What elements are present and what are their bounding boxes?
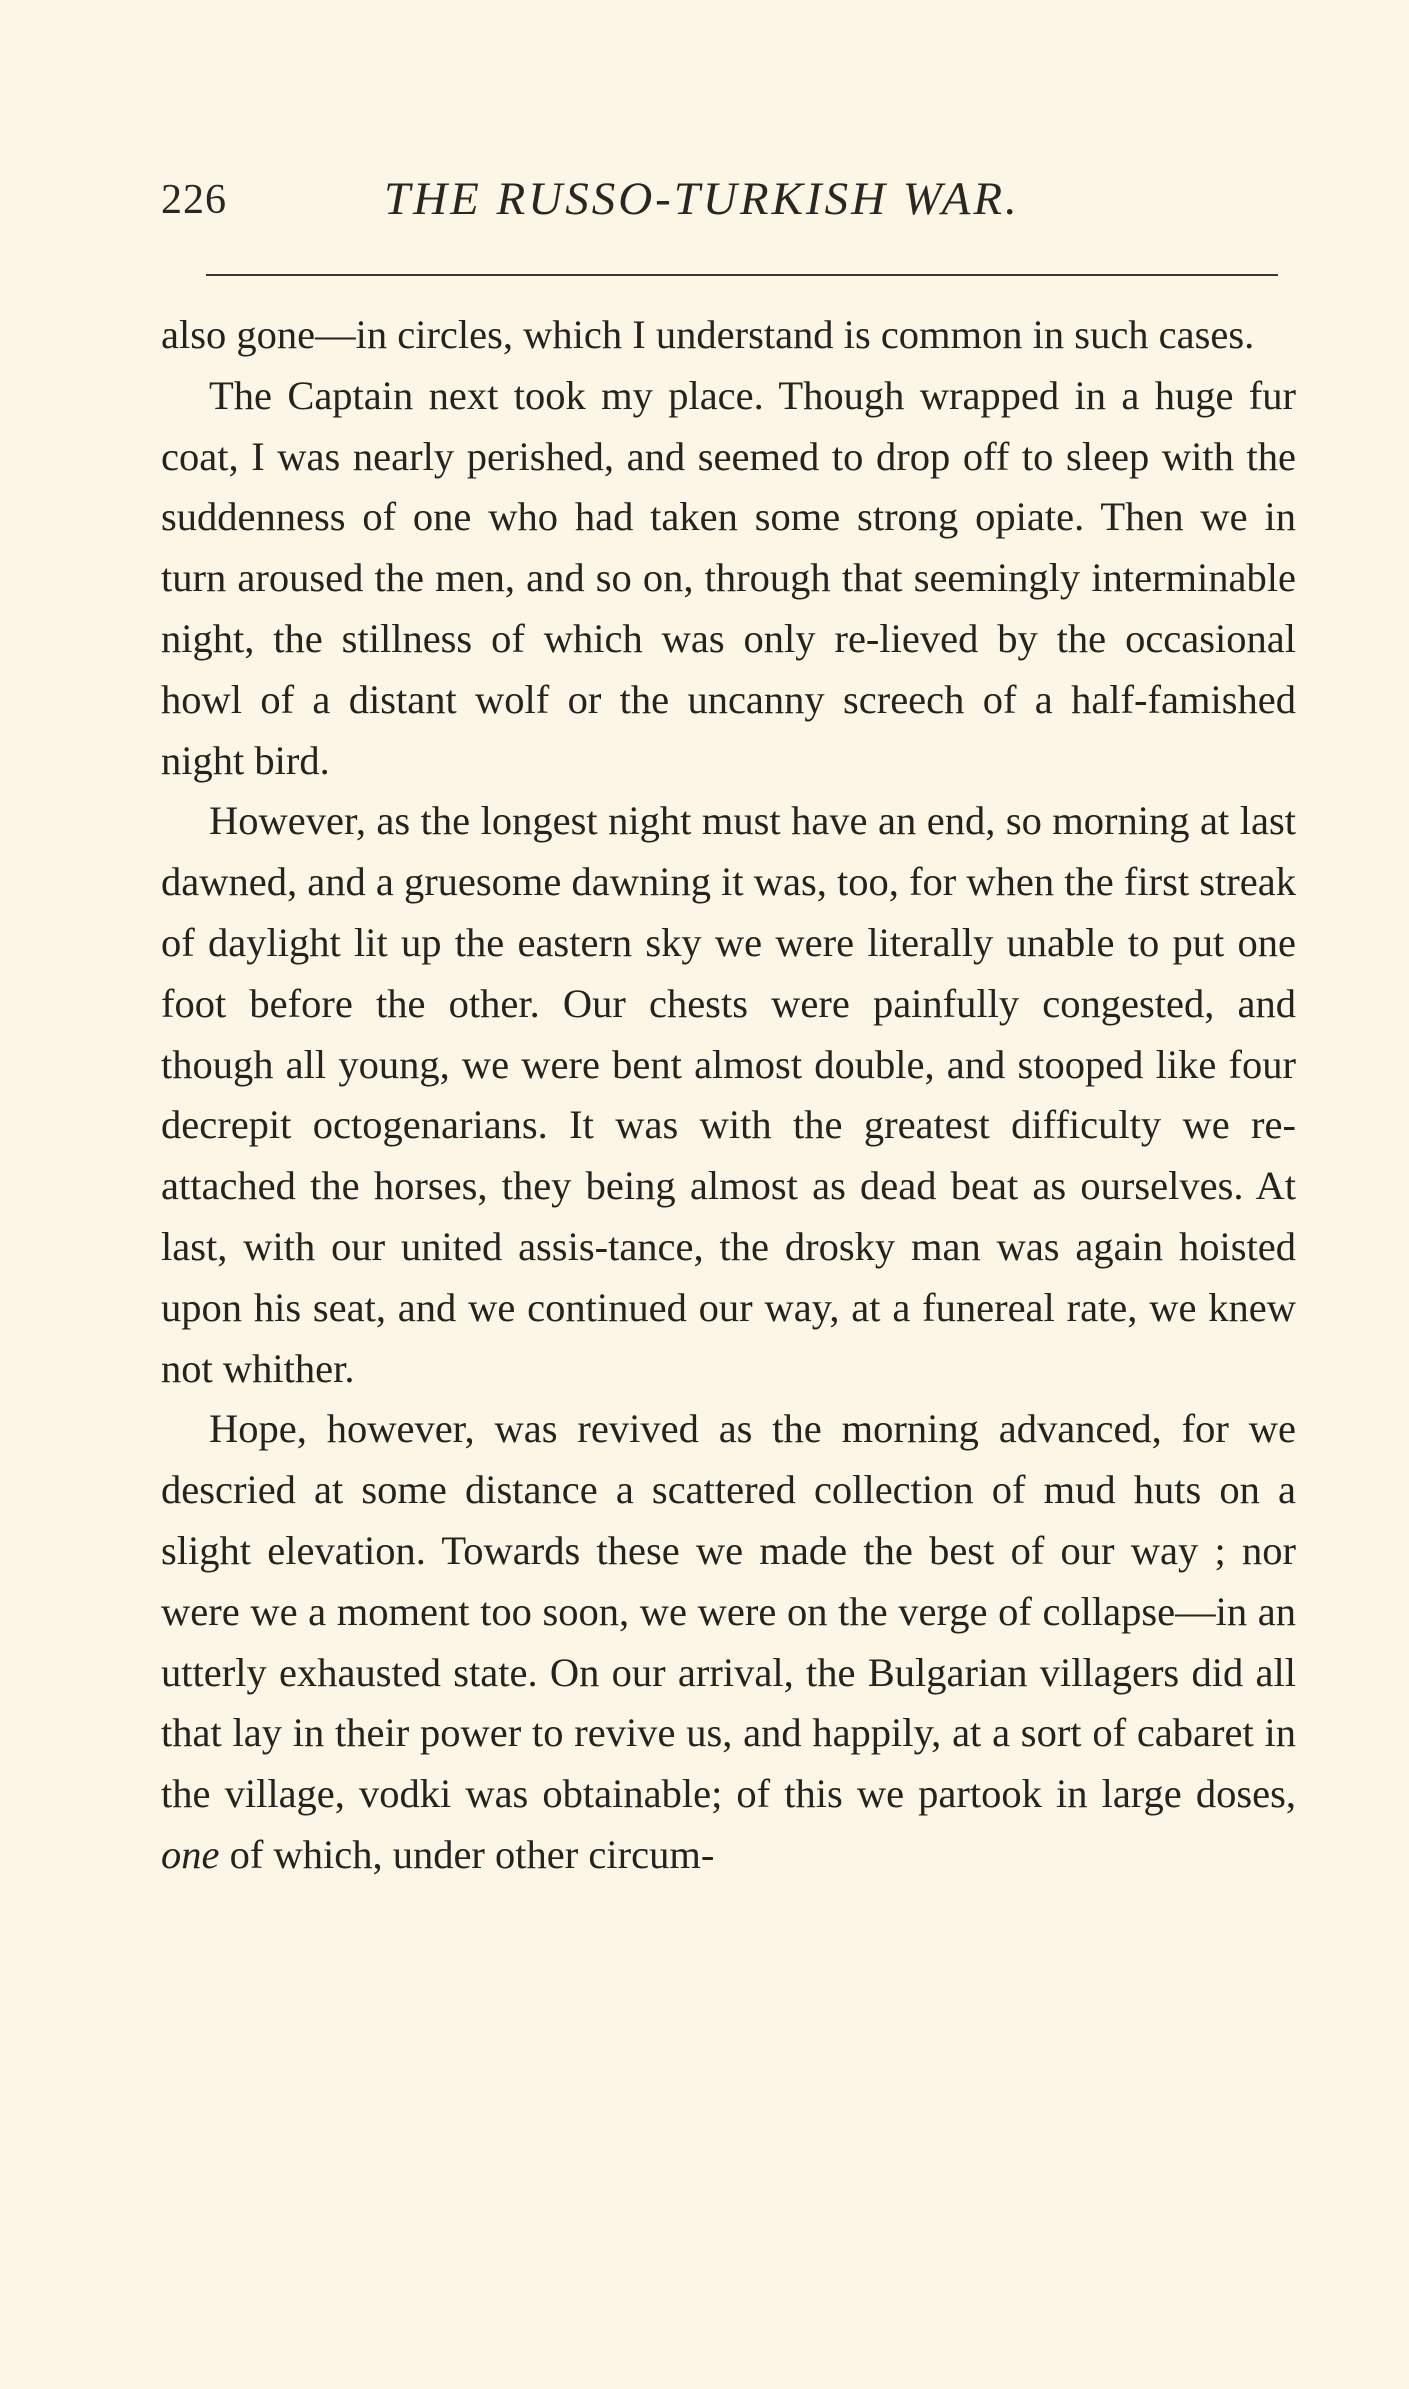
page-number: 226 bbox=[161, 177, 227, 223]
page-header bbox=[161, 168, 1281, 238]
body-text bbox=[161, 305, 1296, 1886]
paragraph-text: Hope, however, was revived as the morning advanced, for we descried at some distance a scattered collection of mud huts on a slight elevation. Towards these we made the best of our way ; nor were we a moment too soon, we were on the verge of collapse—in an utterly exhausted state. On our arrival, the Bulgarian villagers did all that lay in their power to revive us, and happily, at a sort of cabaret in the village, vodki was obtainable; of this we partook in large doses, bbox=[161, 1406, 1296, 1817]
paragraph-continued: also gone—in circles, which I understand is common in such cases. bbox=[161, 312, 1255, 357]
paragraph-text: of which, under other circum- bbox=[229, 1831, 715, 1877]
paragraph: However, as the longest night must have an end, so morning at last dawned, and a gruesome dawning it was, too, for when the first streak of daylight lit up the eastern sky we were literally unable to put one foot before the other. Our chests were painfully congested, and though all young, we were bent almost double, and stooped like four decrepit octogenarians. It was with the greatest difficulty we re-attached the horses, they being almost as dead beat as ourselves. At last, with our united assis-tance, the drosky man was again hoisted upon his seat, and we continued our way, at a funereal rate, we knew not whither. bbox=[161, 798, 1296, 1391]
header-rule bbox=[206, 274, 1278, 276]
running-title: THE RUSSO-TURKISH WAR. bbox=[384, 173, 1020, 225]
paragraph: The Captain next took my place. Though wrapped in a huge fur coat, I was nearly perished, and seemed to drop off to sleep with the suddenness of one who had taken some strong opiate. Then we in turn aroused the men, and so on, through that seemingly interminable night, the stillness of which was only re-lieved by the occasional howl of a distant wolf or the uncanny screech of a half-famished night bird. bbox=[161, 372, 1296, 783]
paragraph-last bbox=[161, 1399, 1296, 1885]
italic-word: one bbox=[161, 1831, 220, 1877]
